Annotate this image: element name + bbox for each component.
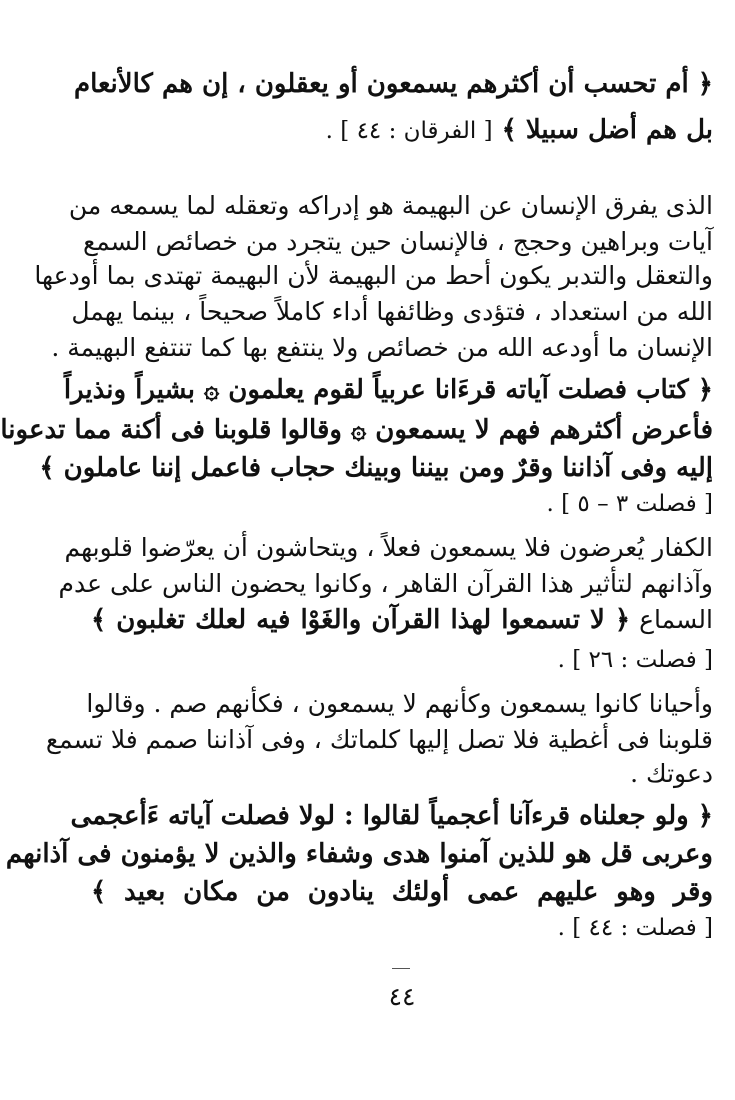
verse-line: وقر وهو عليهم عمى أولئك ينادون من مكان بعيد ﴾ [91,877,713,907]
verse-reference: [ فصلت : ٤٤ ] . [557,915,713,941]
paragraph-line: والتعقل والتدبر يكون أحط من البهيمة لأن البهيمة تهتدى بما أودعها [34,261,713,290]
verse-text: بل هم أضل سبيلا ﴾ [501,115,713,145]
paragraph-line: آيات وبراهين وحجج ، فالإنسان حين يتجرد من خصائص السمع [82,227,713,256]
verse-reference: [ فصلت : ٢٦ ] . [557,647,713,673]
verse-line: ﴿ أم تحسب أن أكثرهم يسمعون أو يعقلون ، إن هم كالأنعام [73,69,713,99]
paragraph-line: وأحيانا كانوا يسمعون وكأنهم لا يسمعون ، فكأنهم صم . وقالوا [86,689,713,718]
verse-line: ﴿ كتاب فصلت آياته قرءَانا عربياً لقوم يعلمون ۞ بشيراً ونذيراً [63,375,713,405]
inline-verse: ﴿ لا تسمعوا لهذا القرآن والغَوْا فيه لعلك تغلبون ﴾ [91,605,631,635]
paragraph-line: دعوتك . [630,759,713,788]
paragraph-line: الذى يفرق الإنسان عن البهيمة هو إدراكه وتعقله لما يسمعه من [68,191,713,220]
verse-reference: [ فصلت ٣ – ٥ ] . [546,491,713,517]
verse-reference: [ الفرقان : ٤٤ ] . [325,118,493,144]
paragraph-line: الكفار يُعرضون فلا يسمعون فعلاً ، ويتحاشون أن يعرّضوا قلوبهم [64,533,713,562]
page-number: ٤٤ [388,982,416,1011]
paragraph-text: السماع [639,605,713,634]
paragraph-line: الله من استعداد ، فتؤدى وظائفها أداء كاملاً صحيحاً ، بينما يهمل [71,297,713,326]
verse-line: فأعرض أكثرهم فهم لا يسمعون ۞ وقالوا قلوبنا فى أكنة مما تدعونا [0,415,713,445]
paragraph-line: قلوبنا فى أغطية فلا تصل إليها كلماتك ، وفى آذاننا صمم فلا تسمع [45,725,713,754]
verse-line: ﴿ ولو جعلناه قرءآنا أعجمياً لقالوا : لولا فصلت آياته ءَأعجمى [70,801,713,831]
paragraph-line [91,600,713,640]
paragraph-line: الإنسان ما أودعه الله من خصائص ولا ينتفع بها كما تنتفع البهيمة . [51,333,713,362]
verse-line [91,110,713,150]
verse-line: وعربى قل هو للذين آمنوا هدى وشفاء والذين لا يؤمنون فى آذانهم [5,839,713,869]
verse-line: إليه وفى آذاننا وقرٌ ومن بيننا وبينك حجاب فاعمل إننا عاملون ﴾ [39,453,713,483]
paragraph-line: وآذانهم لتأثير هذا القرآن القاهر ، وكانوا يحضون الناس على عدم [58,569,713,598]
divider [392,968,410,969]
